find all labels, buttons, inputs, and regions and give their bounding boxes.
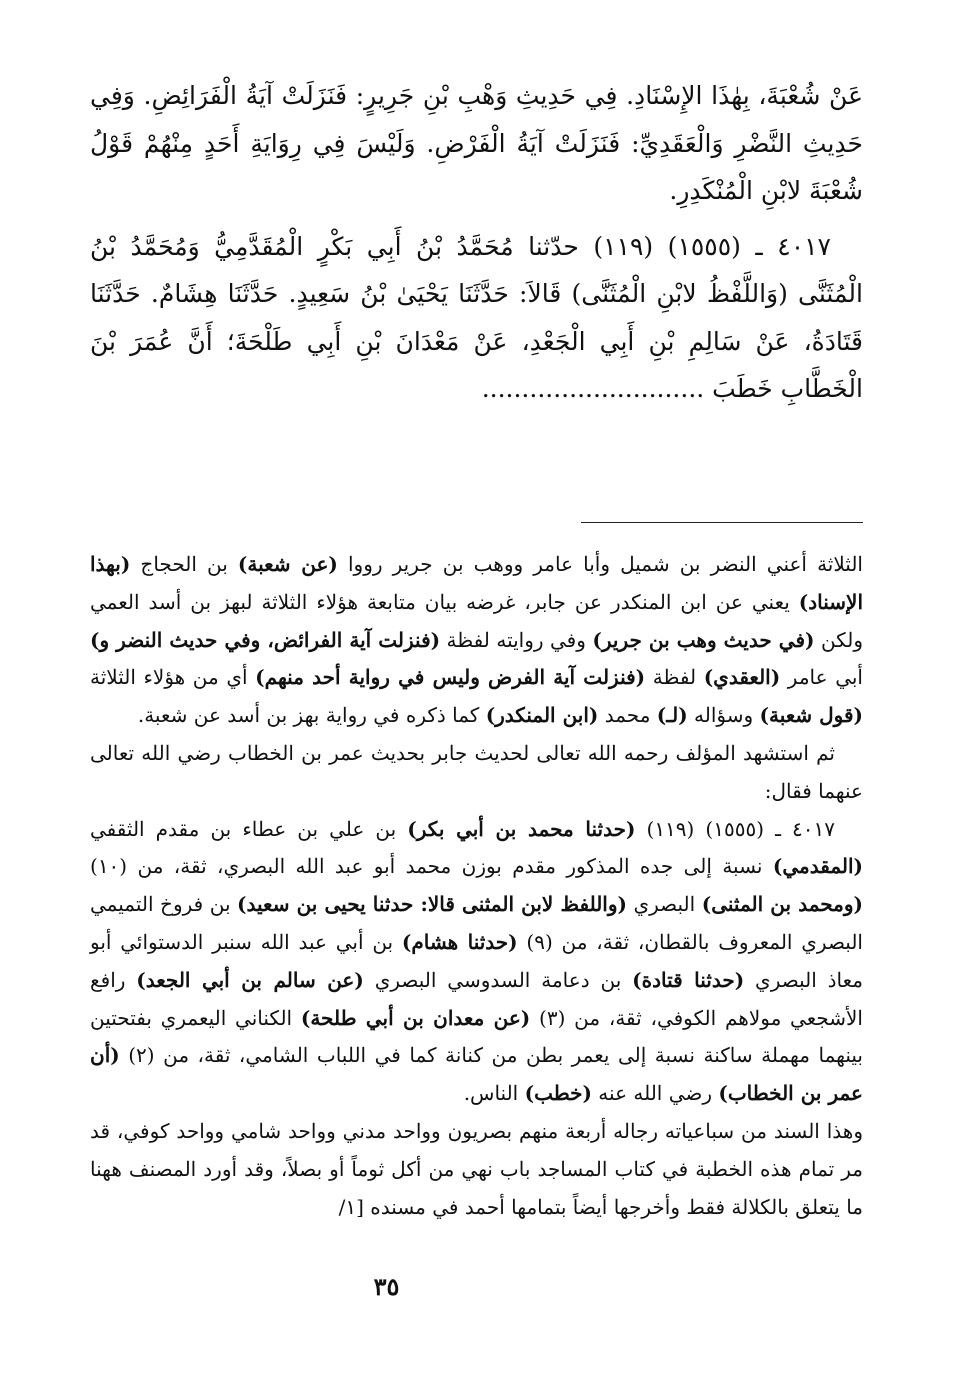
- commentary-segment: يعني عن ابن المنكدر عن جابر، غرضه بيان متابعة هؤلاء الثلاثة لبهز بن أسد العمي ولكن: [90, 589, 863, 652]
- bold-matn-segment: (في حديث وهب بن جرير): [592, 627, 815, 652]
- continuation-dots: ............................: [481, 374, 705, 403]
- commentary-segment: رافع الأشجعي مولاهم الكوفي، ثقة، من (٣): [90, 967, 863, 1030]
- commentary-segment: ثم استشهد المؤلف رحمه الله تعالى لحديث جابر بحديث عمر بن الخطاب رضي الله تعالى عنهما فقال:: [90, 740, 863, 803]
- bold-matn-segment: (المقدمي): [772, 854, 863, 879]
- bold-matn-segment: (العقدي): [703, 665, 781, 690]
- commentary-segment: نسبة إلى جده المذكور مقدم بوزن محمد أبو عبد الله البصري، ثقة، من (١٠): [90, 854, 773, 879]
- bold-matn-segment: (لـ): [656, 703, 688, 728]
- bold-matn-segment: (حدثنا قتادة): [632, 967, 745, 992]
- hadith-2-text: ٤٠١٧ ـ (١٥٥٥) (١١٩) حدّثنا مُحَمَّدُ بْنُ أَبِي بَكْرٍ الْمُقَدَّمِيُّ وَمُحَمَّدُ بْنُ الْمُثَنَّى (وَاللَّفْظُ لابْنِ الْمُثَنَّى) قَالاَ: حَدَّثَنَا يَحْيَىٰ بْنُ سَعِيدٍ. حَدَّثَنَا هِشَامٌ. حَدَّثَنَا قَتَادَةُ، عَنْ سَالِمِ بْنِ أَبِي الْجَعْدِ، عَنْ مَعْدَانَ بْنِ أَبِي طَلْحَةَ؛ أَنَّ عُمَرَ بْنَ الْخَطَّابِ خَطَبَ: [90, 231, 863, 403]
- page-content: [90, 72, 864, 1219]
- commentary-segment: كما ذكره في رواية بهز بن أسد عن شعبة.: [137, 703, 486, 728]
- commentary-segment: الكناني اليعمري بفتحتين بينهما مهملة ساكنة نسبة إلى يعمر بطن من كنانة كما في اللباب الشامي، ثقة، من (٢): [90, 1005, 863, 1068]
- commentary-segment: وهذا السند من سباعياته رجاله أربعة منهم بصريون وواحد مدني وواحد شامي وواحد كوفي، قد مر تمام هذه الخطبة في كتاب المساجد باب نهي من أكل ثوماً أو بصلاً، وقد أورد المصنف ههنا ما يتعلق بالكلالة فقط وأخرجها أيضاً بتمامها أحمد في مسنده [١/: [90, 1118, 864, 1219]
- commentary-segment: الناس.: [463, 1081, 525, 1106]
- bold-matn-segment: (خطب): [524, 1081, 592, 1106]
- bold-matn-segment: (ومحمد بن المثنى): [701, 892, 864, 917]
- commentary-segment: محمد: [598, 703, 657, 728]
- hadith-paragraph-1: عَنْ شُعْبَةَ، بِهٰذَا الإِسْنَادِ. فِي حَدِيثِ وَهْبِ بْنِ جَرِيرٍ: فَنَزَلَتْ آيَةُ الْفَرَائِضِ. وَفِي حَدِيثِ النَّضْرِ وَالْعَقَدِيِّ: فَنَزَلَتْ آيَةُ الْفَرْضِ. وَلَيْسَ فِي رِوَايَةِ أَحَدٍ مِنْهُمْ قَوْلُ شُعْبَةَ لابْنِ الْمُنْكَدِرِ.: [90, 81, 863, 205]
- commentary-segment: وسؤاله: [687, 703, 760, 728]
- bold-matn-segment: (واللفظ لابن المثنى قالا: حدثنا يحيى بن سعيد): [237, 892, 627, 917]
- commentary-segment: أبي عامر: [780, 665, 863, 690]
- commentary-segment: رضي الله عنه: [591, 1081, 719, 1106]
- commentary-segment: وفي روايته لفظة: [440, 627, 593, 652]
- bold-matn-segment: (عن معدان بن أبي طلحة): [300, 1005, 531, 1030]
- bold-matn-segment: (أن عمر بن الخطاب): [90, 1043, 863, 1106]
- bold-matn-segment: (قول شعبة): [759, 703, 863, 728]
- commentary-paragraph-3: [90, 811, 863, 1113]
- commentary-segment: بن فروخ التميمي البصري المعروف بالقطان، ثقة، من (٩): [90, 892, 863, 954]
- bold-matn-segment: (فنزلت آية الفرض وليس في رواية أحد منهم): [255, 665, 646, 690]
- commentary-text: [90, 546, 863, 1226]
- bold-matn-segment: (ابن المنكدر): [485, 703, 599, 728]
- bold-matn-segment: (حدثنا هشام): [401, 929, 518, 954]
- commentary-segment: البصري: [626, 892, 702, 917]
- commentary-segment: ٤٠١٧ ـ (١٥٥٥) (١١٩): [635, 816, 835, 841]
- hadith-paragraph-2: [90, 223, 863, 413]
- bold-matn-segment: (عن شعبة): [237, 552, 338, 576]
- commentary-segment: بن دعامة السدوسي البصري: [363, 967, 633, 992]
- hadith-text: [90, 72, 863, 413]
- bold-matn-segment: (حدثنا محمد بن أبي بكر): [407, 816, 636, 841]
- bold-matn-segment: (فنزلت آية الفرائض، وفي حديث النضر و): [90, 627, 441, 652]
- footnote-separator: [581, 522, 863, 523]
- commentary-segment: لفظة: [645, 665, 704, 690]
- page-number: ٣٥: [373, 1272, 400, 1301]
- commentary-segment: بن أبي عبد الله سنبر الدستوائي أبو معاذ البصري: [90, 929, 864, 992]
- commentary-paragraph-4: [90, 1113, 863, 1226]
- commentary-paragraph-2: [90, 735, 863, 811]
- commentary-segment: الثلاثة أعني النضر بن شميل وأبا عامر ووهب بن جرير رووا: [337, 552, 863, 576]
- bold-matn-segment: (عن سالم بن أبي الجعد): [136, 967, 364, 992]
- commentary-segment: أي من هؤلاء الثلاثة: [90, 665, 256, 690]
- bold-matn-segment: (بهذا الإسناد): [90, 552, 863, 614]
- commentary-paragraph-1: [90, 546, 863, 735]
- commentary-segment: بن علي بن عطاء بن مقدم الثقفي: [90, 816, 408, 841]
- commentary-segment: بن الحجاج: [130, 552, 238, 576]
